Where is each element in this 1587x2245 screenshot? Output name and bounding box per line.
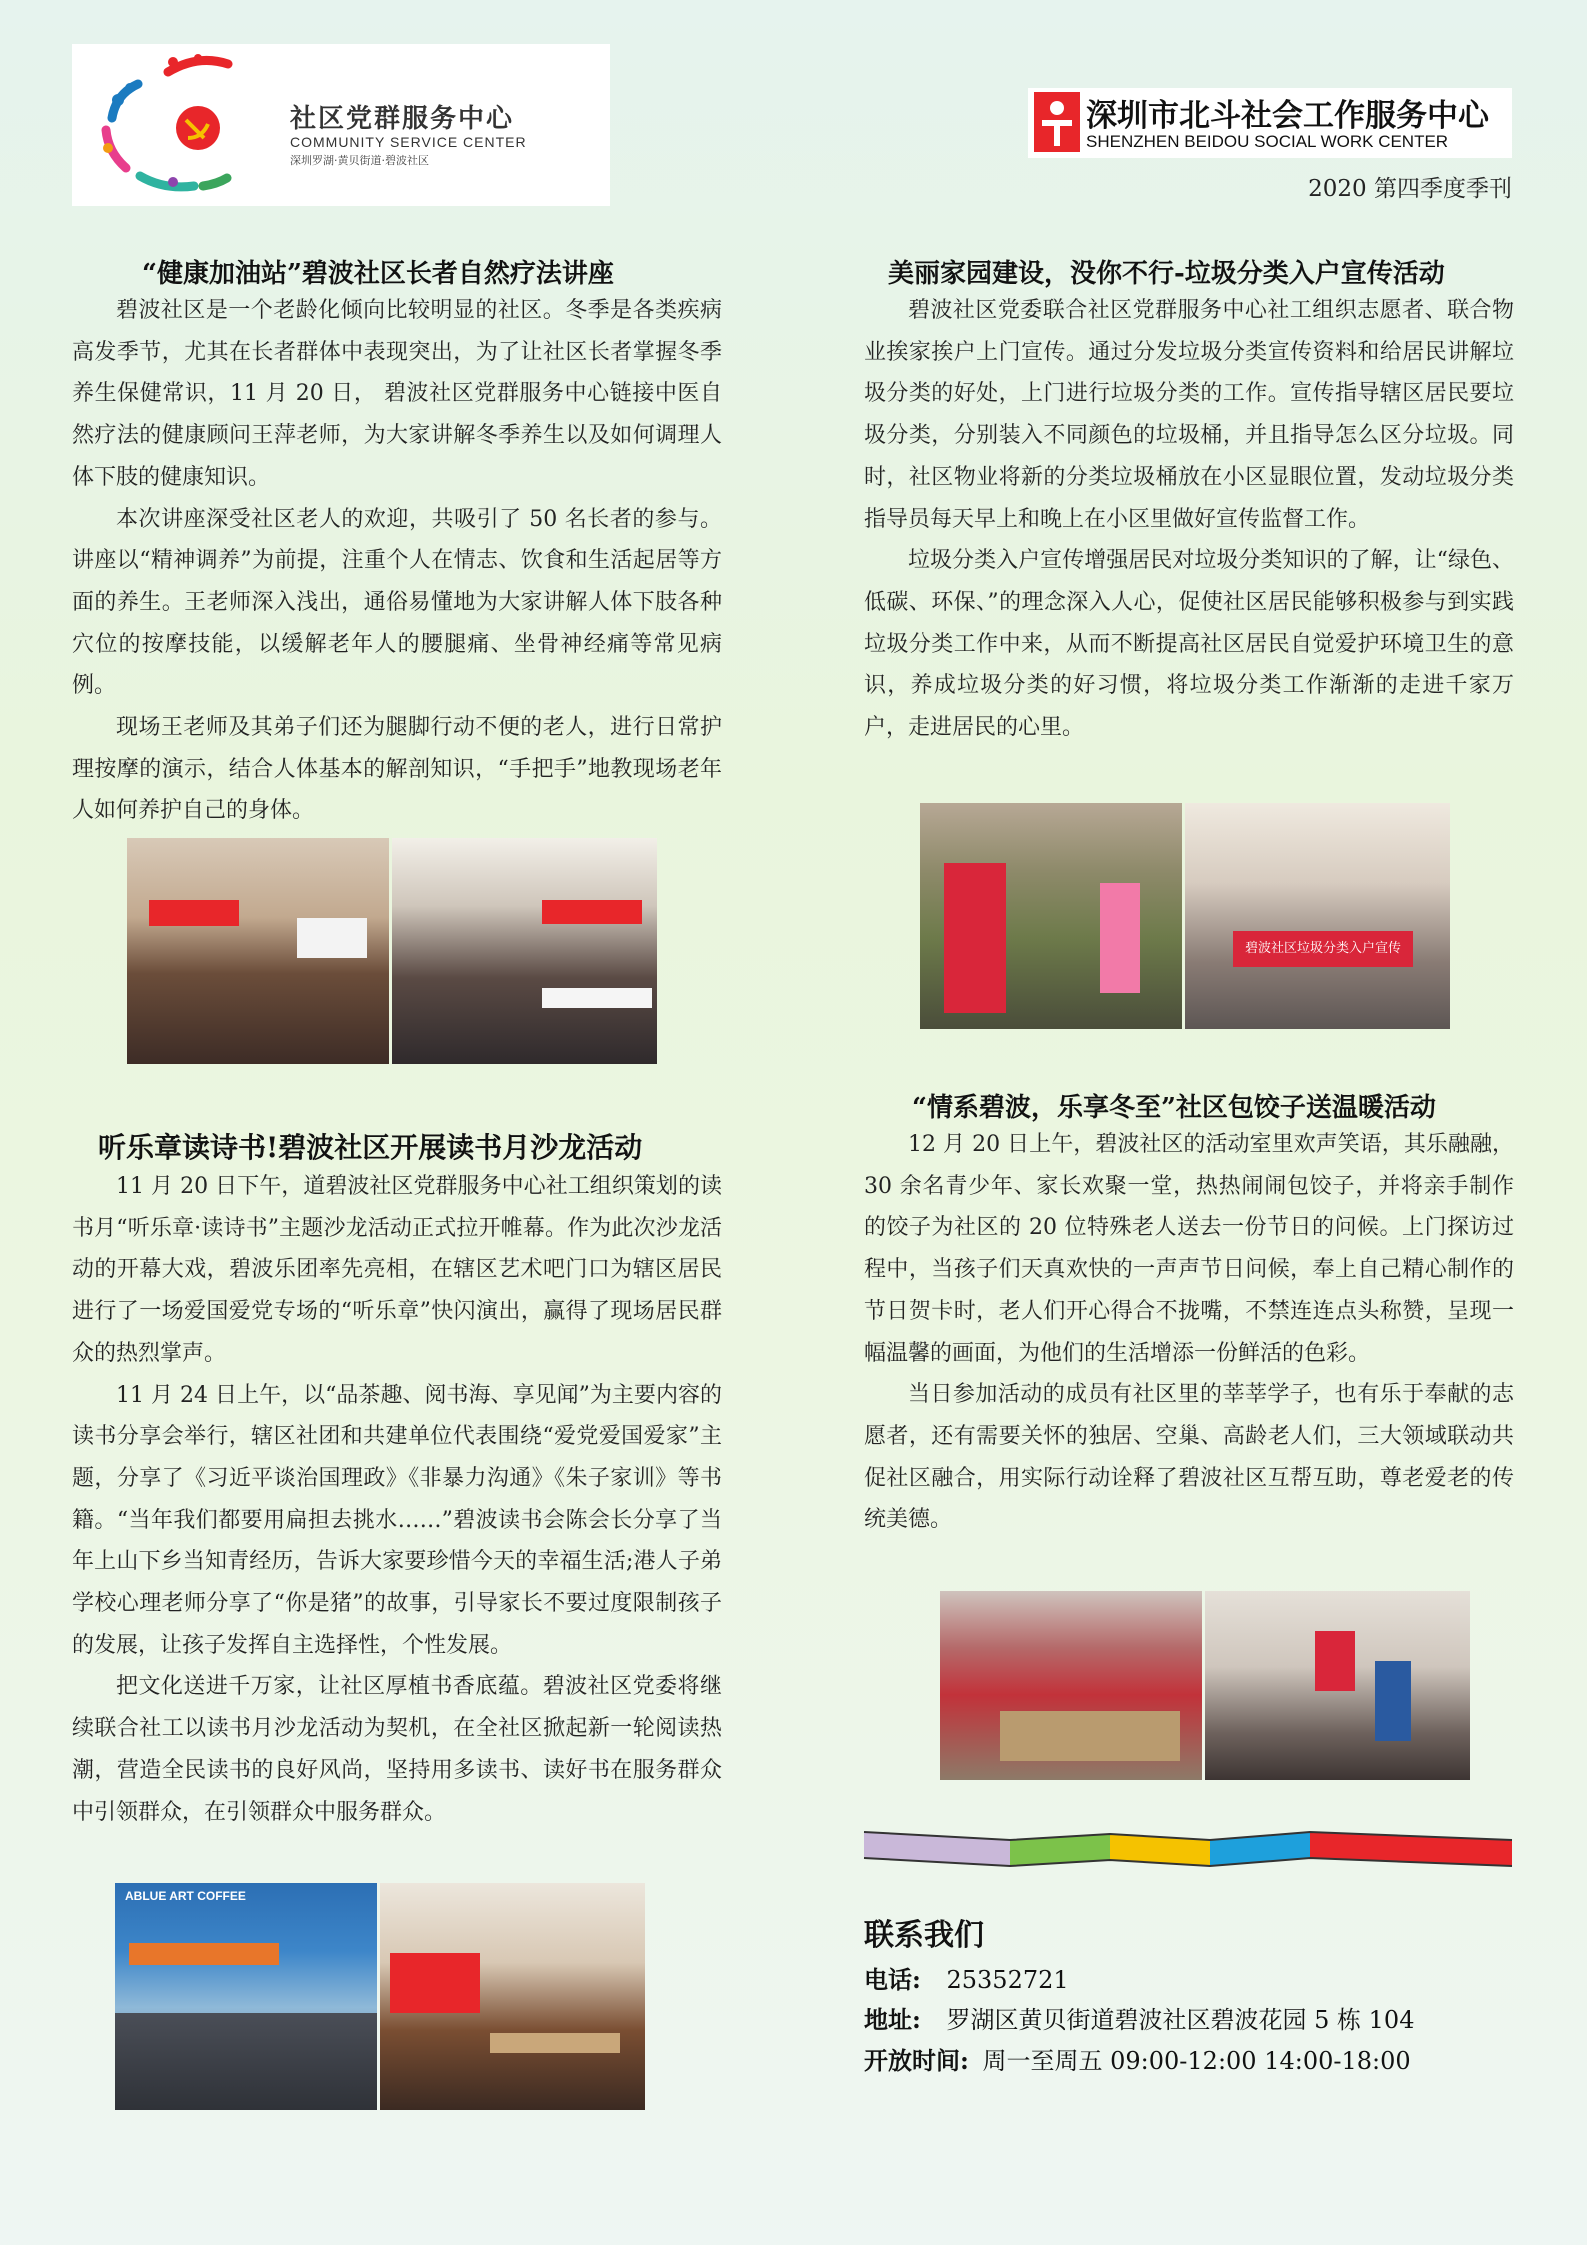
phone-number: 25352721 bbox=[946, 1966, 1069, 1994]
phone-label: 电话: bbox=[864, 1965, 921, 1994]
garbage-campaign-photo bbox=[920, 803, 1450, 1029]
group-banner-photo bbox=[1185, 803, 1450, 1029]
issue-label: 2020 第四季度季刊 bbox=[1308, 176, 1512, 202]
beidou-mark-icon bbox=[1034, 92, 1080, 152]
dumpling-article-body bbox=[864, 1124, 1514, 1541]
hours-label: 开放时间: bbox=[864, 2046, 969, 2075]
paragraph: 碧波社区是一个老龄化倾向比较明显的社区。冬季是各类疾病高发季节，尤其在长者群体中表现突出，为了让社区长者掌握冬季养生保健常识，11 月 20 日， 碧波社区党群服务中心链接中医自然疗法的健康顾问王萍老师，为大家讲解冬季养生以及如何调理人体下肢的健康知识。 bbox=[72, 298, 722, 490]
reading-salon-photo bbox=[115, 1883, 645, 2110]
contact-phone-row bbox=[864, 1960, 1069, 1995]
cafe-sign: ABLUE ART COFFEE bbox=[125, 1889, 246, 1903]
garbage-article-body bbox=[864, 290, 1514, 749]
garbage-article-title: 美丽家园建设，没你不行-垃圾分类入户宣传活动 bbox=[888, 259, 1445, 289]
address-text: 罗湖区黄贝街道碧波社区碧波花园 5 栋 104 bbox=[946, 2006, 1415, 2034]
dumpling-article-title: “情系碧波，乐享冬至”社区包饺子送温暖活动 bbox=[912, 1093, 1436, 1123]
ribbon-segment bbox=[864, 1832, 1010, 1866]
making-dumplings-photo bbox=[940, 1591, 1202, 1780]
community-center-name: 社区党群服务中心 bbox=[290, 104, 515, 134]
reading-article-body bbox=[72, 1166, 722, 1833]
color-ribbon-divider bbox=[862, 1826, 1514, 1872]
dumpling-activity-photo bbox=[940, 1591, 1470, 1780]
beidou-name: 深圳市北斗社会工作服务中心 bbox=[1086, 98, 1489, 134]
community-center-name-en: COMMUNITY SERVICE CENTER bbox=[290, 134, 527, 150]
health-article-body bbox=[72, 290, 722, 832]
visiting-elderly-photo bbox=[1205, 1591, 1470, 1780]
campaign-banner: 碧波社区垃圾分类入户宣传 bbox=[1233, 931, 1413, 967]
lecture-audience-photo bbox=[392, 838, 657, 1064]
contact-hours-row bbox=[864, 2041, 1411, 2076]
health-article-title: “健康加油站”碧波社区长者自然疗法讲座 bbox=[142, 259, 614, 289]
community-center-logo bbox=[72, 44, 610, 206]
lecture-room-photo bbox=[127, 838, 389, 1064]
hours-text: 周一至周五 09:00-12:00 14:00-18:00 bbox=[982, 2047, 1411, 2075]
paragraph: 碧波社区党委联合社区党群服务中心社工组织志愿者、联合物业挨家挨户上门宣传。通过分发垃圾分类宣传资料和给居民讲解垃圾分类的好处，上门进行垃圾分类的工作。宣传指导辖区居民要垃圾分类，分别装入不同颜色的垃圾桶，并且指导怎么区分垃圾。同时，社区物业将新的分类垃圾桶放在小区显眼位置，发动垃圾分类指导员每天早上和晚上在小区里做好宣传监督工作。 bbox=[864, 298, 1514, 532]
ribbon-segment bbox=[1210, 1832, 1310, 1866]
paragraph: 11 月 24 日上午，以“品茶趣、阅书海、享见闻”为主要内容的读书分享会举行，辖区社团和共建单位代表围绕“爱党爱国爱家”主题，分享了《习近平谈治国理政》《非暴力沟通》《朱子家训》等书籍。“当年我们都要用扁担去挑水……”碧波读书会陈会长分享了当年上山下乡当知青经历，告诉大家要珍惜今天的幸福生活;港人子弟学校心理老师分享了“你是猪”的故事，引导家长不要过度限制孩子的发展，让孩子发挥自主选择性，个性发展。 bbox=[72, 1382, 722, 1658]
paragraph: 11 月 20 日下午，道碧波社区党群服务中心社工组织策划的读书月“听乐章·读诗书”主题沙龙活动正式拉开帷幕。作为此次沙龙活动的开幕大戏，碧波乐团率先亮相，在辖区艺术吧门口为辖区居民进行了一场爱国爱党专场的“听乐章”快闪演出，赢得了现场居民群众的热烈掌声。 bbox=[72, 1174, 722, 1366]
cafe-storefront-photo bbox=[115, 1883, 377, 2110]
address-label: 地址: bbox=[864, 2005, 921, 2034]
community-center-subtitle: 深圳罗湖·黄贝街道·碧波社区 bbox=[290, 154, 429, 167]
paragraph: 现场王老师及其弟子们还为腿脚行动不便的老人，进行日常护理按摩的演示，结合人体基本的解剖知识，“手把手”地教现场老年人如何养护自己的身体。 bbox=[72, 715, 722, 824]
reading-room-photo bbox=[380, 1883, 645, 2110]
beidou-logo bbox=[1028, 88, 1512, 158]
door-to-door-photo bbox=[920, 803, 1182, 1029]
beidou-name-en: SHENZHEN BEIDOU SOCIAL WORK CENTER bbox=[1086, 132, 1449, 151]
contact-heading: 联系我们 bbox=[864, 1918, 984, 1953]
paragraph: 本次讲座深受社区老人的欢迎，共吸引了 50 名长者的参与。讲座以“精神调养”为前提，注重个人在情志、饮食和生活起居等方面的养生。王老师深入浅出，通俗易懂地为大家讲解人体下肢各种穴位的按摩技能，以缓解老年人的腰腿痛、坐骨神经痛等常见病例。 bbox=[72, 506, 722, 699]
paragraph: 把文化送进千万家，让社区厚植书香底蕴。碧波社区党委将继续联合社工以读书月沙龙活动为契机，在全社区掀起新一轮阅读热潮，营造全民读书的良好风尚，坚持用多读书、读好书在服务群众中引领群众，在引领群众中服务群众。 bbox=[72, 1674, 722, 1825]
ribbon-segment bbox=[1310, 1832, 1512, 1866]
paragraph: 垃圾分类入户宣传增强居民对垃圾分类知识的了解，让“绿色、低碳、环保、”的理念深入人心，促使社区居民能够积极参与到实践垃圾分类工作中来，从而不断提高社区居民自觉爱护环境卫生的意识，养成垃圾分类的好习惯，将垃圾分类工作渐渐的走进千家万户，走进居民的心里。 bbox=[864, 548, 1514, 741]
contact-address-row bbox=[864, 2000, 1414, 2035]
paragraph: 当日参加活动的成员有社区里的莘莘学子，也有乐于奉献的志愿者，还有需要关怀的独居、空巢、高龄老人们，三大领域联动共促社区融合，用实际行动诠释了碧波社区互帮互助，尊老爱老的传统美德。 bbox=[864, 1382, 1514, 1533]
paragraph: 12 月 20 日上午，碧波社区的活动室里欢声笑语，其乐融融，30 余名青少年、家长欢聚一堂，热热闹闹包饺子，并将亲手制作的饺子为社区的 20 位特殊老人送去一份节日的问候。上门探访过程中，当孩子们天真欢快的一声声节日问候，奉上自己精心制作的节日贺卡时，老人们开心得合不拢嘴，不禁连连点头称赞，呈现一幅温馨的画面，为他们的生活增添一份鲜活的色彩。 bbox=[864, 1132, 1514, 1366]
health-lecture-photo bbox=[127, 838, 657, 1064]
reading-article-title: 听乐章读诗书!碧波社区开展读书月沙龙活动 bbox=[98, 1131, 643, 1164]
